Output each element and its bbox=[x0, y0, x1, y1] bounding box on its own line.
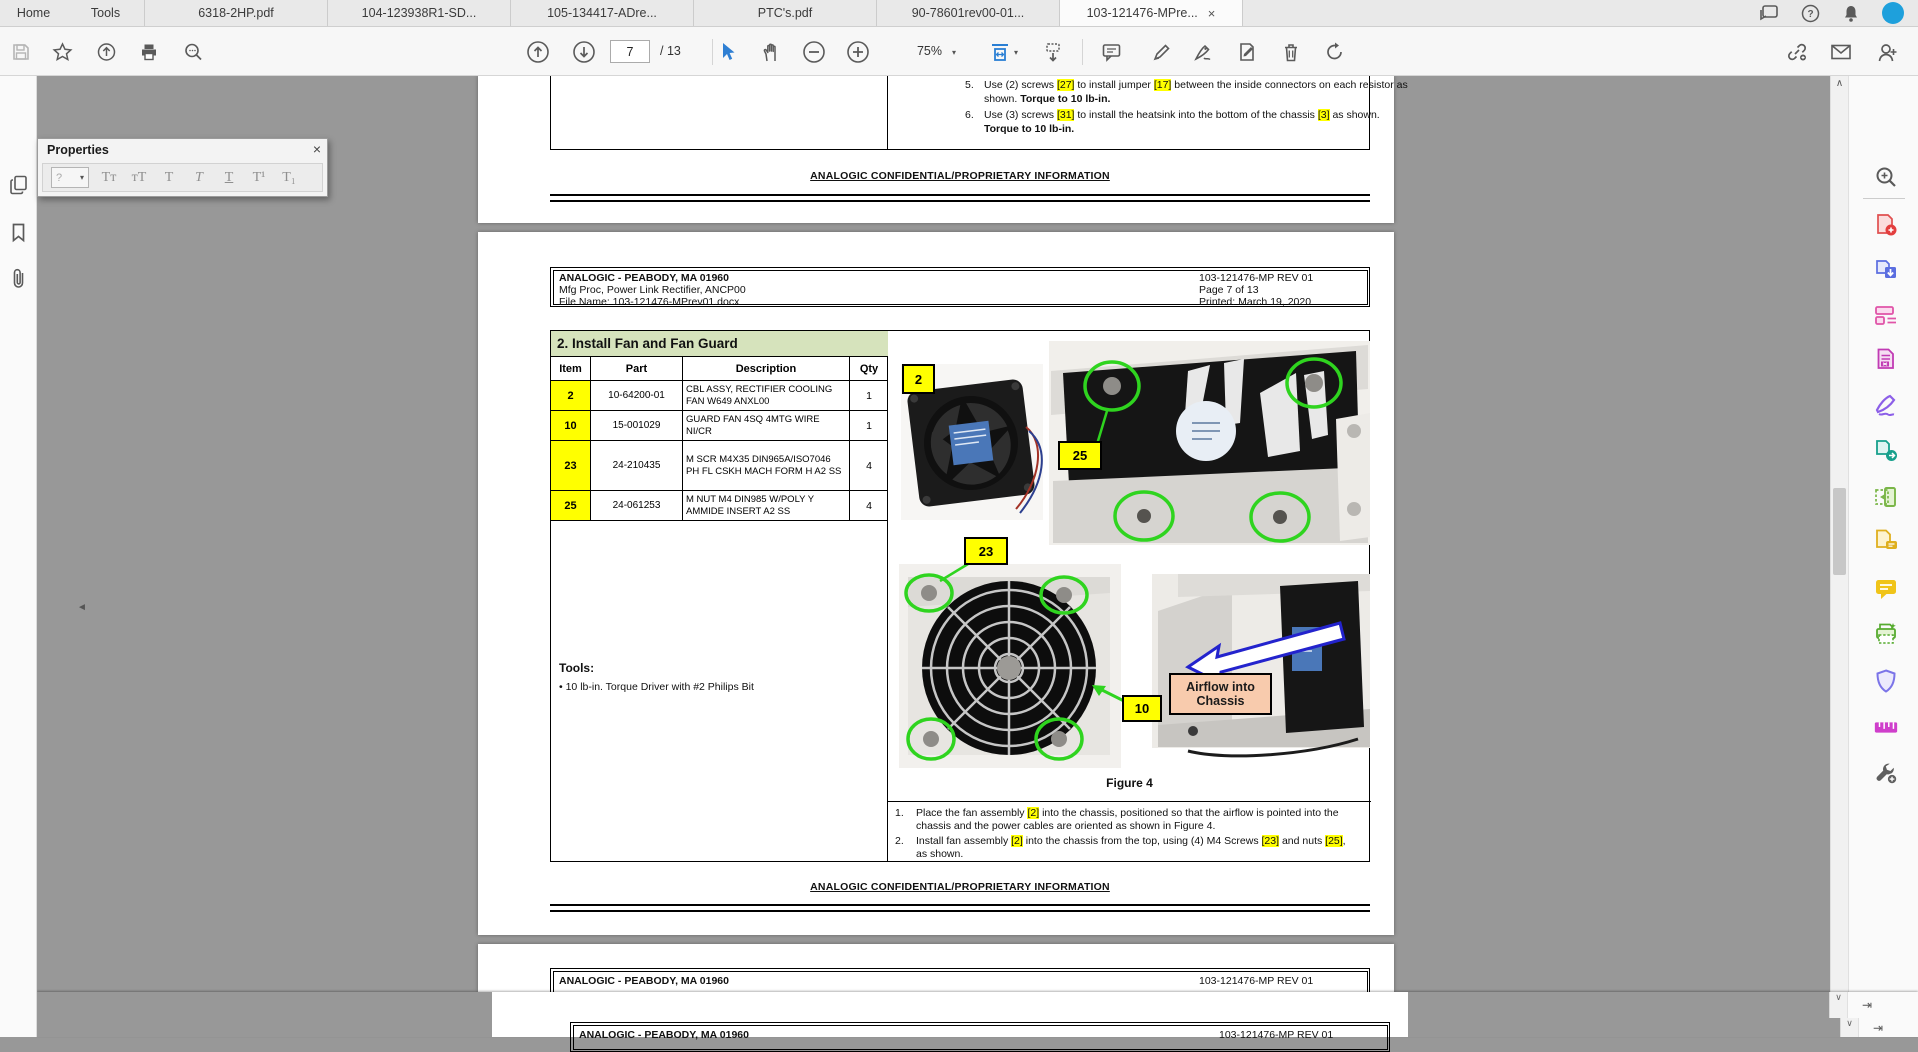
notifications-bell-icon[interactable] bbox=[1842, 4, 1860, 23]
organize-pages-icon[interactable] bbox=[1873, 484, 1899, 510]
confidential-footer: ANALOGIC CONFIDENTIAL/PROPRIETARY INFORMATION bbox=[810, 170, 1110, 182]
print-button[interactable] bbox=[134, 37, 164, 67]
tab-label: 104-123938R1-SD... bbox=[361, 6, 477, 20]
cell-part: 24-061253 bbox=[591, 491, 683, 521]
scroll-up-icon[interactable]: ∧ bbox=[1835, 78, 1844, 89]
tab-label: Tools bbox=[90, 6, 121, 20]
header-org: ANALOGIC - PEABODY, MA 01960 bbox=[579, 1029, 749, 1041]
page-number-input[interactable] bbox=[610, 40, 650, 63]
page-count-label: / 13 bbox=[660, 44, 681, 58]
tab-home[interactable] bbox=[0, 0, 67, 26]
header-proc: Mfg Proc, Power Link Rectifier, ANCP00 bbox=[559, 284, 746, 296]
procedure-table bbox=[550, 330, 1370, 862]
next-page-button[interactable] bbox=[569, 37, 599, 67]
close-properties-icon[interactable]: × bbox=[312, 141, 321, 157]
zoom-dropdown-icon[interactable]: ▾ bbox=[951, 47, 956, 57]
email-button[interactable] bbox=[1826, 37, 1856, 67]
bookmarks-icon[interactable] bbox=[6, 220, 31, 245]
scroll-down-icon[interactable]: ∨ bbox=[1846, 1018, 1853, 1028]
fan-assembly-photos bbox=[888, 331, 1371, 801]
confidential-footer: ANALOGIC CONFIDENTIAL/PROPRIETARY INFORMATION bbox=[810, 881, 1110, 893]
fragment-scrollbar[interactable] bbox=[1829, 992, 1847, 1018]
figure-callout-23: 23 bbox=[964, 537, 1008, 565]
hand-tool-button[interactable] bbox=[756, 37, 786, 67]
header-printed: Printed: March 19, 2020 bbox=[1199, 296, 1312, 308]
zoom-in-button[interactable] bbox=[843, 37, 873, 67]
tab-tools[interactable] bbox=[67, 0, 145, 26]
fragment-scrollbar[interactable] bbox=[1840, 1018, 1858, 1037]
save-button[interactable] bbox=[6, 37, 36, 67]
tools-label: Tools: bbox=[559, 661, 595, 675]
font-style-value: ? bbox=[56, 171, 63, 184]
create-pdf-icon[interactable] bbox=[1873, 212, 1899, 238]
expand-right-panel-icon[interactable]: ⇥ bbox=[1862, 998, 1873, 1012]
airflow-note: Airflow into Chassis bbox=[1169, 673, 1272, 715]
figure-caption: Figure 4 bbox=[1106, 776, 1153, 790]
scan-ocr-icon[interactable] bbox=[1873, 621, 1899, 647]
properties-panel bbox=[37, 138, 328, 197]
cell-description: M NUT M4 DIN985 W/POLY Y AMMIDE INSERT A2 SS bbox=[683, 491, 850, 521]
parts-table bbox=[551, 357, 888, 521]
cell-description: CBL ASSY, RECTIFIER COOLING FAN W649 ANXL00 bbox=[683, 381, 850, 411]
tab-label: Home bbox=[16, 6, 51, 20]
tab-document-active[interactable] bbox=[1060, 0, 1243, 26]
pdf-page-8-fragment bbox=[478, 944, 1394, 992]
panel-divider bbox=[1863, 198, 1905, 199]
header-org: ANALOGIC - PEABODY, MA 01960 bbox=[559, 975, 729, 987]
chevron-down-icon: ▾ bbox=[79, 173, 84, 182]
tab-document-5[interactable] bbox=[877, 0, 1060, 26]
search-tools-icon[interactable] bbox=[1873, 164, 1899, 190]
collapse-left-panel-icon[interactable]: ◄ bbox=[77, 602, 87, 613]
tab-document-2[interactable] bbox=[328, 0, 511, 26]
request-signatures-icon[interactable] bbox=[1873, 528, 1899, 554]
superscript-button[interactable]: T¹ bbox=[252, 169, 266, 185]
tab-document-3[interactable] bbox=[511, 0, 694, 26]
expand-right-panel-icon[interactable]: ⇥ bbox=[1873, 1020, 1884, 1035]
figure-callout-25: 25 bbox=[1058, 441, 1102, 470]
stamps-form-button[interactable] bbox=[1232, 37, 1262, 67]
fragment-expand-panel[interactable] bbox=[1858, 1018, 1918, 1037]
col-header-item: Item bbox=[551, 357, 591, 381]
header-doc-number: 103-121476-MP REV 01 bbox=[1199, 975, 1314, 987]
properties-panel-title: Properties bbox=[47, 143, 109, 157]
fit-width-dropdown-icon[interactable]: ▾ bbox=[1013, 47, 1018, 57]
send-for-review-icon[interactable] bbox=[1873, 438, 1899, 464]
step-1: 1. Place the fan assembly [2] into the chassis, positioned so that the airflow is pointed into the chassis and the power cables are oriented as shown in Figure 4. bbox=[895, 807, 1339, 832]
tools-item: • 10 lb-in. Torque Driver with #2 Philips Bit bbox=[559, 681, 754, 693]
toolbar-divider bbox=[1082, 39, 1083, 65]
comment-tool-icon[interactable] bbox=[1873, 576, 1899, 602]
assembly-steps bbox=[888, 801, 1371, 863]
figure-callout-10: 10 bbox=[1122, 695, 1162, 722]
tab-label: PTC's.pdf bbox=[757, 6, 813, 20]
step-2: 2. Install fan assembly [2] into the chassis from the top, using (4) M4 Screws [23] and nuts [25], as shown. bbox=[895, 835, 1346, 860]
cell-item: 2 bbox=[551, 381, 591, 411]
cell-item: 10 bbox=[551, 411, 591, 441]
user-avatar[interactable] bbox=[1882, 2, 1904, 24]
cell-description: M SCR M4X35 DIN965A/ISO7046 PH FL CSKH MACH FORM H A2 SS bbox=[683, 441, 850, 491]
underline-button[interactable]: T bbox=[224, 169, 234, 185]
delete-trash-button[interactable] bbox=[1276, 37, 1306, 67]
document-canvas bbox=[37, 76, 1830, 1037]
highlight-pencil-button[interactable] bbox=[1146, 37, 1176, 67]
tab-document-4[interactable] bbox=[694, 0, 877, 26]
page-thumbnails-icon[interactable] bbox=[6, 172, 31, 197]
decrease-font-button[interactable]: Tт bbox=[101, 169, 117, 185]
header-doc-number: 103-121476-MP REV 01 bbox=[1219, 1029, 1334, 1041]
cell-qty: 4 bbox=[850, 491, 888, 521]
header-page-info: Page 7 of 13 bbox=[1199, 284, 1259, 296]
fill-sign-pen-button[interactable] bbox=[1188, 37, 1218, 67]
font-style-select[interactable] bbox=[51, 167, 89, 188]
text-format-toolbar bbox=[42, 163, 323, 192]
instruction-table-fragment bbox=[550, 74, 1408, 150]
tab-label: 6318-2HP.pdf bbox=[198, 6, 274, 20]
scroll-down-icon[interactable]: ∨ bbox=[1835, 992, 1842, 1002]
select-tool-button[interactable] bbox=[712, 37, 742, 67]
add-person-button[interactable] bbox=[1872, 37, 1902, 67]
increase-font-button[interactable]: тT bbox=[131, 169, 147, 185]
cell-qty: 1 bbox=[850, 381, 888, 411]
protect-shield-icon[interactable] bbox=[1873, 668, 1899, 694]
header-org: ANALOGIC - PEABODY, MA 01960 bbox=[559, 272, 729, 284]
col-header-qty: Qty bbox=[850, 357, 888, 381]
edit-pdf-icon[interactable] bbox=[1873, 302, 1899, 328]
italic-button[interactable]: T bbox=[195, 169, 203, 185]
pdf-page-fragment bbox=[492, 992, 1408, 1041]
page-header-box bbox=[550, 267, 1370, 307]
left-navigation-rail bbox=[0, 76, 37, 1037]
cell-part: 24-210435 bbox=[591, 441, 683, 491]
cell-description: GUARD FAN 4SQ 4MTG WIRE NI/CR bbox=[683, 411, 850, 441]
svg-text:?: ? bbox=[1807, 8, 1814, 20]
bold-button[interactable]: T bbox=[164, 169, 174, 185]
footer-double-line bbox=[550, 194, 1370, 202]
cell-item: 25 bbox=[551, 491, 591, 521]
zoom-out-button[interactable] bbox=[799, 37, 829, 67]
close-tab-icon[interactable]: × bbox=[1207, 5, 1216, 21]
tab-document-1[interactable] bbox=[145, 0, 328, 26]
feedback-icon[interactable] bbox=[1759, 4, 1779, 22]
more-tools-wrench-icon[interactable] bbox=[1873, 760, 1899, 786]
right-tools-panel bbox=[1848, 76, 1918, 1037]
page-header-box bbox=[570, 1022, 1390, 1052]
page-header-box bbox=[550, 968, 1370, 992]
instruction-item-5: 5. Use (2) screws [27] to install jumper [17] between the inside connectors on each resistor as shown. Torque to 10 lb-in. bbox=[965, 79, 1408, 105]
previous-page-button[interactable] bbox=[523, 37, 553, 67]
cell-qty: 4 bbox=[850, 441, 888, 491]
vertical-scrollbar[interactable] bbox=[1830, 76, 1848, 992]
pdf-page-6-fragment bbox=[478, 76, 1408, 223]
instruction-item-6: 6. Use (3) screws [31] to install the heatsink into the bottom of the chassis [3] as shown. Torque to 10 lb-in. bbox=[965, 109, 1380, 135]
attachments-paperclip-icon[interactable] bbox=[6, 266, 31, 291]
main-toolbar bbox=[0, 27, 1918, 76]
tabbar-right-actions bbox=[1759, 0, 1918, 26]
header-doc-number: 103-121476-MP REV 01 bbox=[1199, 272, 1314, 284]
table-divider bbox=[887, 74, 888, 149]
find-search-button[interactable] bbox=[178, 37, 208, 67]
pdf-page-7 bbox=[478, 232, 1394, 935]
fragment-expand-panel[interactable] bbox=[1847, 992, 1918, 1018]
zoom-level-label[interactable]: 75% bbox=[916, 44, 942, 58]
col-header-description: Description bbox=[683, 357, 850, 381]
export-pdf-icon[interactable] bbox=[1873, 258, 1899, 284]
share-upload-button[interactable] bbox=[91, 37, 121, 67]
star-favorites-button[interactable] bbox=[47, 37, 77, 67]
measure-ruler-icon[interactable] bbox=[1873, 714, 1899, 740]
cell-part: 15-001029 bbox=[591, 411, 683, 441]
link-share-button[interactable] bbox=[1782, 37, 1812, 67]
cell-item: 23 bbox=[551, 441, 591, 491]
cell-qty: 1 bbox=[850, 411, 888, 441]
footer-double-line bbox=[550, 904, 1370, 912]
export-office-icon[interactable] bbox=[1873, 346, 1899, 372]
tab-label: 103-121476-MPre... bbox=[1086, 6, 1198, 20]
cell-part: 10-64200-01 bbox=[591, 381, 683, 411]
tools-block bbox=[559, 661, 879, 693]
fill-sign-icon[interactable] bbox=[1873, 392, 1899, 418]
page-scrolling-button[interactable] bbox=[1038, 37, 1068, 67]
help-icon[interactable] bbox=[1801, 4, 1820, 23]
figure-4-cell bbox=[888, 331, 1371, 801]
col-header-part: Part bbox=[591, 357, 683, 381]
comment-button[interactable] bbox=[1096, 37, 1126, 67]
tab-bar bbox=[0, 0, 1918, 27]
figure-callout-2: 2 bbox=[902, 364, 935, 394]
cascaded-window-fragment bbox=[37, 992, 1918, 1041]
section-title: 2. Install Fan and Fan Guard bbox=[551, 331, 888, 357]
subscript-button[interactable]: T₁ bbox=[282, 169, 296, 185]
tab-label: 105-134417-ADre... bbox=[547, 6, 657, 20]
rotate-refresh-button[interactable] bbox=[1320, 37, 1350, 67]
tab-label: 90-78601rev00-01... bbox=[911, 6, 1025, 20]
scrollbar-thumb[interactable] bbox=[1833, 488, 1846, 575]
header-filename: File Name: 103-121476-MPrev01.docx bbox=[559, 296, 740, 308]
